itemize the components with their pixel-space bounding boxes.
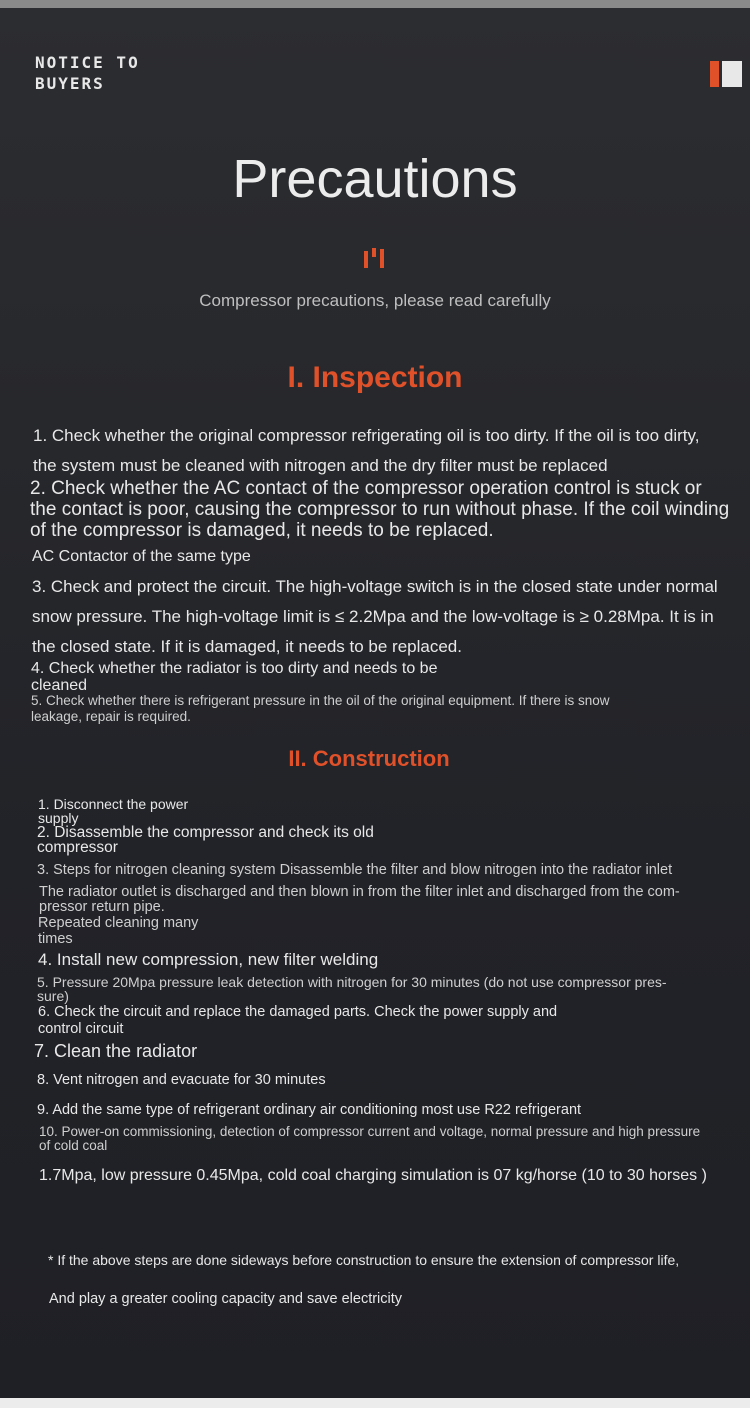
bottom-border-strip xyxy=(0,1398,750,1408)
footer-note-2: And play a greater cooling capacity and save electricity xyxy=(49,1291,403,1307)
construction-step-4: 4. Install new compression, new filter welding xyxy=(38,950,379,969)
construction-step-3-detail: The radiator outlet is discharged and then blown in from the filter inlet and discharged from the com-pressor return pipe. xyxy=(39,884,680,915)
construction-step-1: 1. Disconnect the power supply xyxy=(38,796,189,826)
construction-step-10-values: 1.7Mpa, low pressure 0.45Mpa, cold coal charging simulation is 07 kg/horse (10 to 30 horses ) xyxy=(39,1167,707,1184)
inspection-item-3: 3. Check and protect the circuit. The high-voltage switch is in the closed state under normal snow pressure. The high-voltage limit is ≤ 2.2Mpa and the low-voltage is ≥ 0.28Mpa. It is in the closed state. If it is damaged, it needs to be replaced. xyxy=(32,577,718,656)
construction-step-3-repeat: Repeated cleaning many times xyxy=(38,915,199,947)
construction-step-2: 2. Disassemble the compressor and check its old compressor xyxy=(37,824,374,856)
corner-logo-mark xyxy=(710,61,742,87)
construction-step-9: 9. Add the same type of refrigerant ordinary air conditioning most use R22 refrigerant xyxy=(37,1102,582,1118)
construction-step-6: 6. Check the circuit and replace the damaged parts. Check the power supply and control circuit xyxy=(38,1004,558,1037)
construction-step-8: 8. Vent nitrogen and evacuate for 30 minutes xyxy=(37,1072,326,1088)
footer-note-1: * If the above steps are done sideways before construction to ensure the extension of compressor life, xyxy=(48,1252,680,1268)
notice-label: NOTICE TO BUYERS xyxy=(35,53,140,93)
page-subtitle: Compressor precautions, please read carefully xyxy=(199,291,551,310)
notice-panel xyxy=(0,8,750,1398)
inspection-item-2-note: AC Contactor of the same type xyxy=(32,548,251,565)
inspection-item-5: 5. Check whether there is refrigerant pressure in the oil of the original equipment. If there is snow leakage, repair is required. xyxy=(31,693,610,724)
construction-step-10: 10. Power-on commissioning, detection of compressor current and voltage, normal pressure and high pressure of cold coal xyxy=(39,1124,701,1153)
inspection-item-2: 2. Check whether the AC contact of the compressor operation control is stuck or the contact is poor, causing the compressor to run without phase. If the coil winding of the compressor is damaged, it needs to be replaced. xyxy=(30,478,730,541)
quote-accent-icon xyxy=(364,248,390,268)
top-border-strip xyxy=(0,0,750,8)
inspection-item-4: 4. Check whether the radiator is too dirty and needs to be cleaned xyxy=(31,660,438,694)
construction-step-5: 5. Pressure 20Mpa pressure leak detection with nitrogen for 30 minutes (do not use compressor pres-sure) xyxy=(37,974,667,1004)
construction-heading: II. Construction xyxy=(288,746,450,771)
corner-mark-white-bar xyxy=(722,61,742,87)
page-title: Precautions xyxy=(232,149,518,209)
corner-mark-orange-bar xyxy=(710,61,719,87)
construction-step-3: 3. Steps for nitrogen cleaning system Disassemble the filter and blow nitrogen into the radiator inlet xyxy=(37,862,673,878)
inspection-heading: I. Inspection xyxy=(287,361,463,394)
inspection-item-1: 1. Check whether the original compressor refrigerating oil is too dirty. If the oil is too dirty, the system must be cleaned with nitrogen and the dry filter must be replaced xyxy=(33,426,700,475)
construction-step-7: 7. Clean the radiator xyxy=(34,1041,198,1061)
